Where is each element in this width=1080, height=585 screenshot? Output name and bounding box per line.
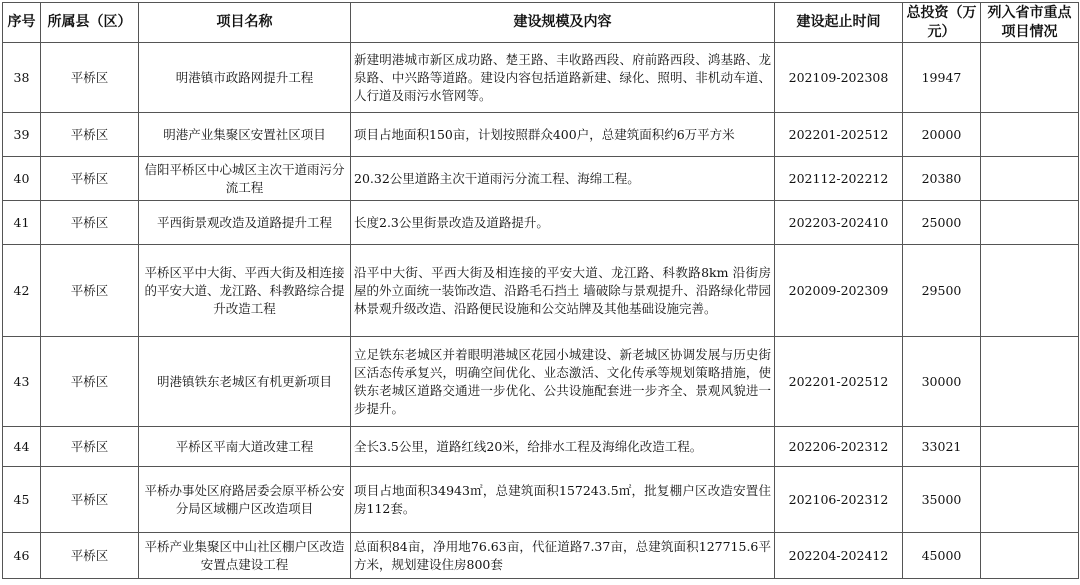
row-provincial xyxy=(981,337,1079,427)
row-project-name: 平桥产业集聚区中山社区棚户区改造安置点建设工程 xyxy=(139,533,351,579)
row-project-name: 平桥区平南大道改建工程 xyxy=(139,427,351,467)
header-county: 所属县（区） xyxy=(41,3,139,43)
row-period: 202206-202312 xyxy=(775,427,903,467)
row-period: 202109-202308 xyxy=(775,43,903,113)
table-row xyxy=(3,201,1079,245)
row-scale: 长度2.3公里街景改造及道路提升。 xyxy=(351,201,775,245)
project-table xyxy=(2,2,1079,579)
header-row xyxy=(3,3,1079,43)
row-investment: 35000 xyxy=(903,467,981,533)
row-index: 41 xyxy=(3,201,41,245)
row-investment: 33021 xyxy=(903,427,981,467)
row-county: 平桥区 xyxy=(41,201,139,245)
row-period: 202203-202410 xyxy=(775,201,903,245)
row-index: 42 xyxy=(3,245,41,337)
row-provincial xyxy=(981,43,1079,113)
row-scale: 20.32公里道路主次干道雨污分流工程、海绵工程。 xyxy=(351,157,775,201)
row-provincial xyxy=(981,245,1079,337)
table-row xyxy=(3,43,1079,113)
row-period: 202201-202512 xyxy=(775,337,903,427)
row-investment: 20380 xyxy=(903,157,981,201)
table-row xyxy=(3,157,1079,201)
row-provincial xyxy=(981,113,1079,157)
row-investment: 19947 xyxy=(903,43,981,113)
row-period: 202204-202412 xyxy=(775,533,903,579)
table-row xyxy=(3,533,1079,579)
row-provincial xyxy=(981,533,1079,579)
row-county: 平桥区 xyxy=(41,337,139,427)
row-investment: 29500 xyxy=(903,245,981,337)
row-scale: 全长3.5公里，道路红线20米，给排水工程及海绵化改造工程。 xyxy=(351,427,775,467)
row-period: 202201-202512 xyxy=(775,113,903,157)
row-index: 40 xyxy=(3,157,41,201)
table-row xyxy=(3,427,1079,467)
row-index: 45 xyxy=(3,467,41,533)
row-project-name: 明港镇铁东老城区有机更新项目 xyxy=(139,337,351,427)
row-project-name: 明港产业集聚区安置社区项目 xyxy=(139,113,351,157)
row-period: 202106-202312 xyxy=(775,467,903,533)
row-period: 202112-202212 xyxy=(775,157,903,201)
row-provincial xyxy=(981,467,1079,533)
row-index: 44 xyxy=(3,427,41,467)
row-project-name: 平桥办事处区府路居委会原平桥公安分局区域棚户区改造项目 xyxy=(139,467,351,533)
row-scale: 项目占地面积150亩，计划按照群众400户，总建筑面积约6万平方米 xyxy=(351,113,775,157)
header-name: 项目名称 xyxy=(139,3,351,43)
row-scale: 新建明港城市新区成功路、楚王路、丰收路西段、府前路西段、鸿基路、龙泉路、中兴路等道路。建设内容包括道路新建、绿化、照明、非机动车道、人行道及雨污水管网等。 xyxy=(351,43,775,113)
row-county: 平桥区 xyxy=(41,113,139,157)
header-investment: 总投资（万元） xyxy=(903,3,981,43)
row-index: 38 xyxy=(3,43,41,113)
row-index: 39 xyxy=(3,113,41,157)
row-county: 平桥区 xyxy=(41,157,139,201)
row-provincial xyxy=(981,157,1079,201)
row-scale: 沿平中大街、平西大街及相连接的平安大道、龙江路、科教路8km 沿街房屋的外立面统一装饰改造、沿路毛石挡土 墙破除与景观提升、沿路绿化带园林景观升级改造、沿路便民设施和公交站牌及其他基础设施完善。 xyxy=(351,245,775,337)
row-project-name: 平桥区平中大街、平西大街及相连接的平安大道、龙江路、科教路综合提升改造工程 xyxy=(139,245,351,337)
row-investment: 45000 xyxy=(903,533,981,579)
row-provincial xyxy=(981,427,1079,467)
row-investment: 30000 xyxy=(903,337,981,427)
table-row xyxy=(3,337,1079,427)
table-row xyxy=(3,467,1079,533)
row-investment: 20000 xyxy=(903,113,981,157)
row-scale: 立足铁东老城区并着眼明港城区花园小城建设、新老城区协调发展与历史街区活态传承复兴，明确空间优化、业态激活、文化传承等规划策略措施，使铁东老城区道路交通进一步优化、公共设施配套进一步齐全、景观风貌进一步提升。 xyxy=(351,337,775,427)
row-scale: 项目占地面积34943㎡，总建筑面积157243.5㎡，批复棚户区改造安置住房112套。 xyxy=(351,467,775,533)
row-project-name: 平西街景观改造及道路提升工程 xyxy=(139,201,351,245)
table-row xyxy=(3,245,1079,337)
header-index: 序号 xyxy=(3,3,41,43)
row-period: 202009-202309 xyxy=(775,245,903,337)
row-county: 平桥区 xyxy=(41,427,139,467)
row-county: 平桥区 xyxy=(41,533,139,579)
row-index: 43 xyxy=(3,337,41,427)
row-investment: 25000 xyxy=(903,201,981,245)
table-row xyxy=(3,113,1079,157)
row-project-name: 信阳平桥区中心城区主次干道雨污分流工程 xyxy=(139,157,351,201)
row-county: 平桥区 xyxy=(41,467,139,533)
row-project-name: 明港镇市政路网提升工程 xyxy=(139,43,351,113)
row-county: 平桥区 xyxy=(41,245,139,337)
header-scale: 建设规模及内容 xyxy=(351,3,775,43)
header-provincial: 列入省市重点项目情况 xyxy=(981,3,1079,43)
row-county: 平桥区 xyxy=(41,43,139,113)
row-scale: 总面积84亩，净用地76.63亩，代征道路7.37亩，总建筑面积127715.6平方米，规划建设住房800套 xyxy=(351,533,775,579)
row-provincial xyxy=(981,201,1079,245)
header-period: 建设起止时间 xyxy=(775,3,903,43)
row-index: 46 xyxy=(3,533,41,579)
